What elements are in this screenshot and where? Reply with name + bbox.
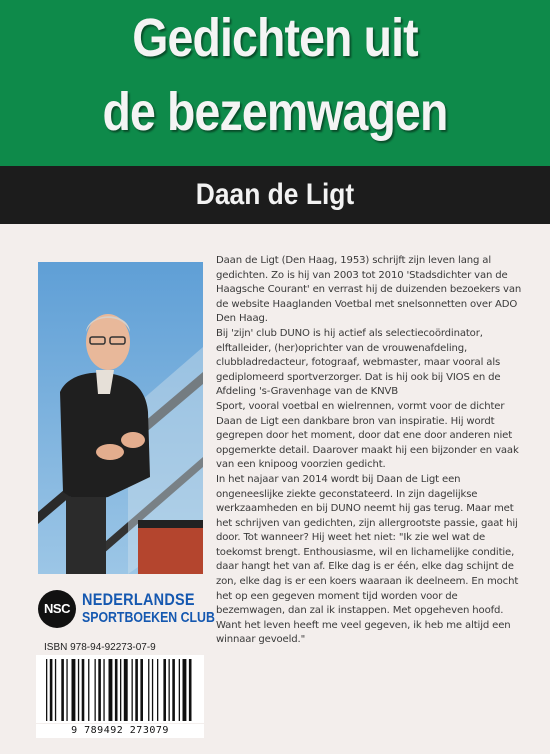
book-title-line-1: Gedichten uit [132,8,418,68]
barcode-icon [36,655,204,723]
publisher-logo [38,588,215,632]
publisher-name-line-1: NEDERLANDSE [82,590,195,609]
author-band [0,166,550,224]
paragraph-illness: In het najaar van 2014 wordt bij Daan de Ligt een ongeneeslijke ziekte geconstateerd. In zijn dagelijkse werkzaamheden en bij DUNO neemt hij gas terug. Maar met het schrijven van gedichten, zijn allergrootste passie, gaat hij door. Tot wanneer? Hij weet het niet: "Ik zie wel wat de toekomst brengt. Enthousiasme, wil en lichamelijke conditie, daar hangt het van af. Elke dag is er één, elke dag schijnt de zon, elke dag is er een koers waaraan ik deelneem. En mocht het op een gegeven moment tijd worden voor de bezemwagen, dan zal ik instappen. Met opgeheven hoofd. Want het leven heeft me veel gegeven, ik heb me altijd een winnaar gevoeld." [216,473,519,646]
paragraph-biography: Daan de Ligt (Den Haag, 1953) schrijft zijn leven lang al gedichten. Zo is hij van 2003 tot 2010 'Stadsdichter van de Haagsche Courant' en verrast hij de duizenden bezoekers van de website Haaglanden Voetbal met snelsonnetten over ADO Den Haag. [216,255,522,325]
title-band [0,0,550,166]
nsc-logo-icon: NSC [38,590,76,628]
paragraph-inspiration: Sport, vooral voetbal en wielrennen, vormt voor de dichter Daan de Ligt een dankbare bron van inspiratie. Hij wordt gegrepen door het moment, door dat ene door anderen niet opgemerkte detail. Daarover maakt hij een bijzonder en vaak van een knipoog voorzien gedicht. [216,400,519,471]
author-photo [38,262,203,574]
paragraph-club: Bij 'zijn' club DUNO is hij actief als selectiecoördinator, elftalleider, (her)oprichter van de vrouwenafdeling, clubbladredacteur, fotograaf, webmaster, maar vooral als gediplomeerd sportverzorger. Dat is hij ook bij VIOS en de Afdeling 's-Gravenhage van de KNVB [216,327,501,398]
book-title-line-2: de bezemwagen [102,82,448,142]
isbn-label: ISBN 978-94-92273-07-9 [44,642,156,653]
author-name: Daan de Ligt [195,178,355,211]
publisher-name-line-2: SPORTBOEKEN CLUB [82,610,215,626]
barcode-digits: 9 789492 273079 [36,724,204,738]
back-cover-text [216,254,522,648]
